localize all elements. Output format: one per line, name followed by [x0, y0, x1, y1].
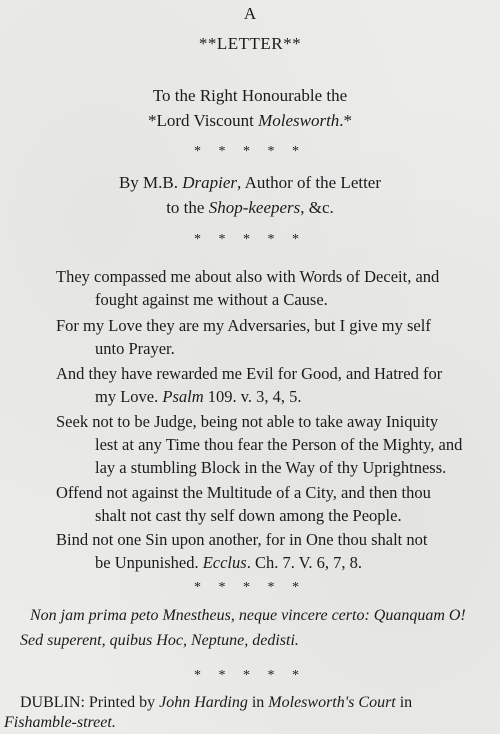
- epigraph-line-6-suffix: 109. v. 3, 4, 5.: [203, 387, 302, 406]
- addressee-line-2: [0, 111, 500, 131]
- author2-suffix: , &c.: [300, 198, 334, 217]
- author2-italic: Shop-keepers: [208, 198, 301, 217]
- author-prefix: By M.B.: [118, 173, 183, 192]
- epigraph-line-1: They compassed me about also with Words of Deceit, and: [56, 267, 440, 286]
- epigraph-line-5: And they have rewarded me Evil for Good, and Hatred for: [56, 364, 443, 383]
- latin-line-1: Non jam prima peto Mnestheus, neque vincere certo: Quanquam O!: [30, 607, 466, 624]
- imprint-line-1: [20, 694, 412, 712]
- author-line-1: [0, 173, 500, 193]
- star-divider-4: * * * * *: [194, 668, 306, 683]
- epigraph-line-7: Seek not to be Judge, being not able to take away Iniquity: [56, 412, 439, 431]
- star-divider-1: * * * * *: [194, 144, 306, 159]
- article-a: A: [243, 4, 257, 23]
- epigraph-line-12: Bind not one Sin upon another, for in One thou shalt not: [56, 530, 428, 549]
- imprint-prefix: DUBLIN: Printed by: [20, 694, 160, 711]
- addressee-name: Molesworth: [258, 111, 340, 130]
- epigraph-line-13-suffix: . Ch. 7. V. 6, 7, 8.: [246, 553, 363, 572]
- epigraph-line-2: fought against me without a Cause.: [95, 290, 328, 309]
- epigraph-line-4: unto Prayer.: [95, 339, 175, 358]
- author2-prefix: to the: [166, 198, 209, 217]
- author-name: Drapier: [182, 173, 238, 192]
- epigraph-line-8: lest at any Time thou fear the Person of the Mighty, and: [95, 435, 463, 454]
- star-divider-3: * * * * *: [194, 580, 306, 595]
- epigraph-line-13-prefix: be Unpunished.: [95, 553, 203, 572]
- epigraph-line-3: For my Love they are my Adversaries, but I give my self: [56, 316, 431, 335]
- epigraph-line-13: [95, 553, 362, 573]
- addressee-line-1: To the Right Honourable the: [152, 86, 348, 105]
- imprint-suffix: in: [395, 694, 413, 711]
- epigraph-line-6-prefix: my Love.: [95, 387, 163, 406]
- addressee-prefix: *Lord Viscount: [147, 111, 259, 130]
- latin-line-2: Sed superent, quibus Hoc, Neptune, dedisti.: [20, 632, 299, 649]
- epigraph-line-11: shalt not cast thy self down among the People.: [95, 506, 402, 525]
- epigraph-line-10: Offend not against the Multitude of a City, and then thou: [56, 483, 431, 502]
- printer-name: John Harding: [159, 694, 248, 711]
- imprint-line-2: Fishamble-street.: [4, 714, 116, 731]
- author-suffix: , Author of the Letter: [237, 173, 382, 192]
- letter-heading: **LETTER**: [198, 34, 302, 53]
- author-line-2: [0, 198, 500, 218]
- imprint-mid: in: [247, 694, 269, 711]
- epigraph-line-9: lay a stumbling Block in the Way of thy Uprightness.: [95, 458, 447, 477]
- addressee-suffix: .*: [339, 111, 353, 130]
- printer-place: Molesworth's Court: [268, 694, 396, 711]
- epigraph-line-6: [95, 387, 302, 407]
- epigraph-ecclus: Ecclus: [202, 553, 247, 572]
- star-divider-2: * * * * *: [194, 232, 306, 247]
- epigraph-psalm: Psalm: [162, 387, 204, 406]
